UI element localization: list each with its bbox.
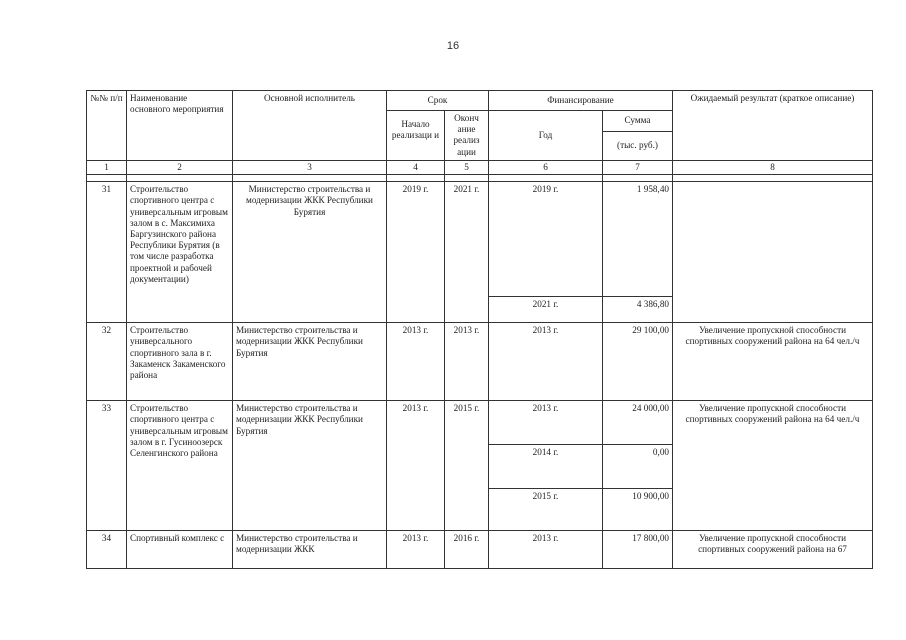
row-number: 32 xyxy=(87,323,127,401)
row-executor: Министерство строительства и модернизации ЖКК xyxy=(233,531,387,569)
row-start: 2019 г. xyxy=(387,182,445,323)
row-sum: 24 000,00 xyxy=(603,401,673,445)
page-number: 16 xyxy=(446,40,460,52)
header-financing: Финансирование xyxy=(489,91,673,111)
row-year: 2014 г. xyxy=(489,445,603,489)
row-sum: 10 900,00 xyxy=(603,489,673,531)
row-year: 2013 г. xyxy=(489,323,603,401)
header-name: Наименование основного мероприятия xyxy=(127,91,233,161)
row-end: 2021 г. xyxy=(445,182,489,323)
row-executor: Министерство строительства и модернизации ЖКК Республики Бурятия xyxy=(233,323,387,401)
row-number: 33 xyxy=(87,401,127,531)
header-sum: Сумма xyxy=(603,111,673,132)
header-end: Оконч ание реализ ации xyxy=(445,111,489,161)
row-name: Спортивный комплекс с xyxy=(127,531,233,569)
column-number: 6 xyxy=(489,160,603,174)
column-number: 1 xyxy=(87,160,127,174)
header-term: Срок xyxy=(387,91,489,111)
row-sum: 0,00 xyxy=(603,445,673,489)
row-start: 2013 г. xyxy=(387,323,445,401)
row-name: Строительство спортивного центра с универсальным игровым залом в г. Гусиноозерск Селенгинского района xyxy=(127,401,233,531)
row-name: Строительство универсального спортивного зала в г. Закаменск Закаменского района xyxy=(127,323,233,401)
row-end: 2015 г. xyxy=(445,401,489,531)
header-num: №№ п/п xyxy=(87,91,127,161)
row-result xyxy=(673,182,873,323)
column-number: 5 xyxy=(445,160,489,174)
row-year: 2013 г. xyxy=(489,401,603,445)
column-number: 8 xyxy=(673,160,873,174)
table-row xyxy=(87,323,873,401)
column-number: 2 xyxy=(127,160,233,174)
row-sum: 1 958,40 xyxy=(603,182,673,297)
table-row xyxy=(87,531,873,569)
header-executor: Основной исполнитель xyxy=(233,91,387,161)
row-start: 2013 г. xyxy=(387,531,445,569)
row-year: 2015 г. xyxy=(489,489,603,531)
row-result: Увеличение пропускной способности спортивных сооружений района на 64 чел./ч xyxy=(673,323,873,401)
row-name: Строительство спортивного центра с универсальным игровым залом в с. Максимиха Баргузинского района Республики Бурятия (в том числе разработка проектной и рабочей документации) xyxy=(127,182,233,323)
header-result: Ожидаемый результат (краткое описание) xyxy=(673,91,873,161)
header-year: Год xyxy=(489,111,603,161)
row-year: 2019 г. xyxy=(489,182,603,297)
column-number: 3 xyxy=(233,160,387,174)
column-number: 7 xyxy=(603,160,673,174)
header-sum-unit: (тыс. руб.) xyxy=(603,131,673,160)
row-executor: Министерство строительства и модернизации ЖКК Республики Бурятия xyxy=(233,401,387,531)
row-sum: 4 386,80 xyxy=(603,297,673,323)
row-number: 34 xyxy=(87,531,127,569)
row-result: Увеличение пропускной способности спортивных сооружений района на 64 чел./ч xyxy=(673,401,873,531)
column-number: 4 xyxy=(387,160,445,174)
header-start: Начало реализаци и xyxy=(387,111,445,161)
row-end: 2013 г. xyxy=(445,323,489,401)
row-end: 2016 г. xyxy=(445,531,489,569)
table-row xyxy=(87,401,873,445)
table-row xyxy=(87,182,873,297)
program-table xyxy=(86,90,873,569)
row-number: 31 xyxy=(87,182,127,323)
row-year: 2021 г. xyxy=(489,297,603,323)
row-executor: Министерство строительства и модернизации ЖКК Республики Бурятия xyxy=(233,182,387,323)
row-result: Увеличение пропускной способности спортивных сооружений района на 67 xyxy=(673,531,873,569)
row-sum: 17 800,00 xyxy=(603,531,673,569)
row-start: 2013 г. xyxy=(387,401,445,531)
row-year: 2013 г. xyxy=(489,531,603,569)
row-sum: 29 100,00 xyxy=(603,323,673,401)
